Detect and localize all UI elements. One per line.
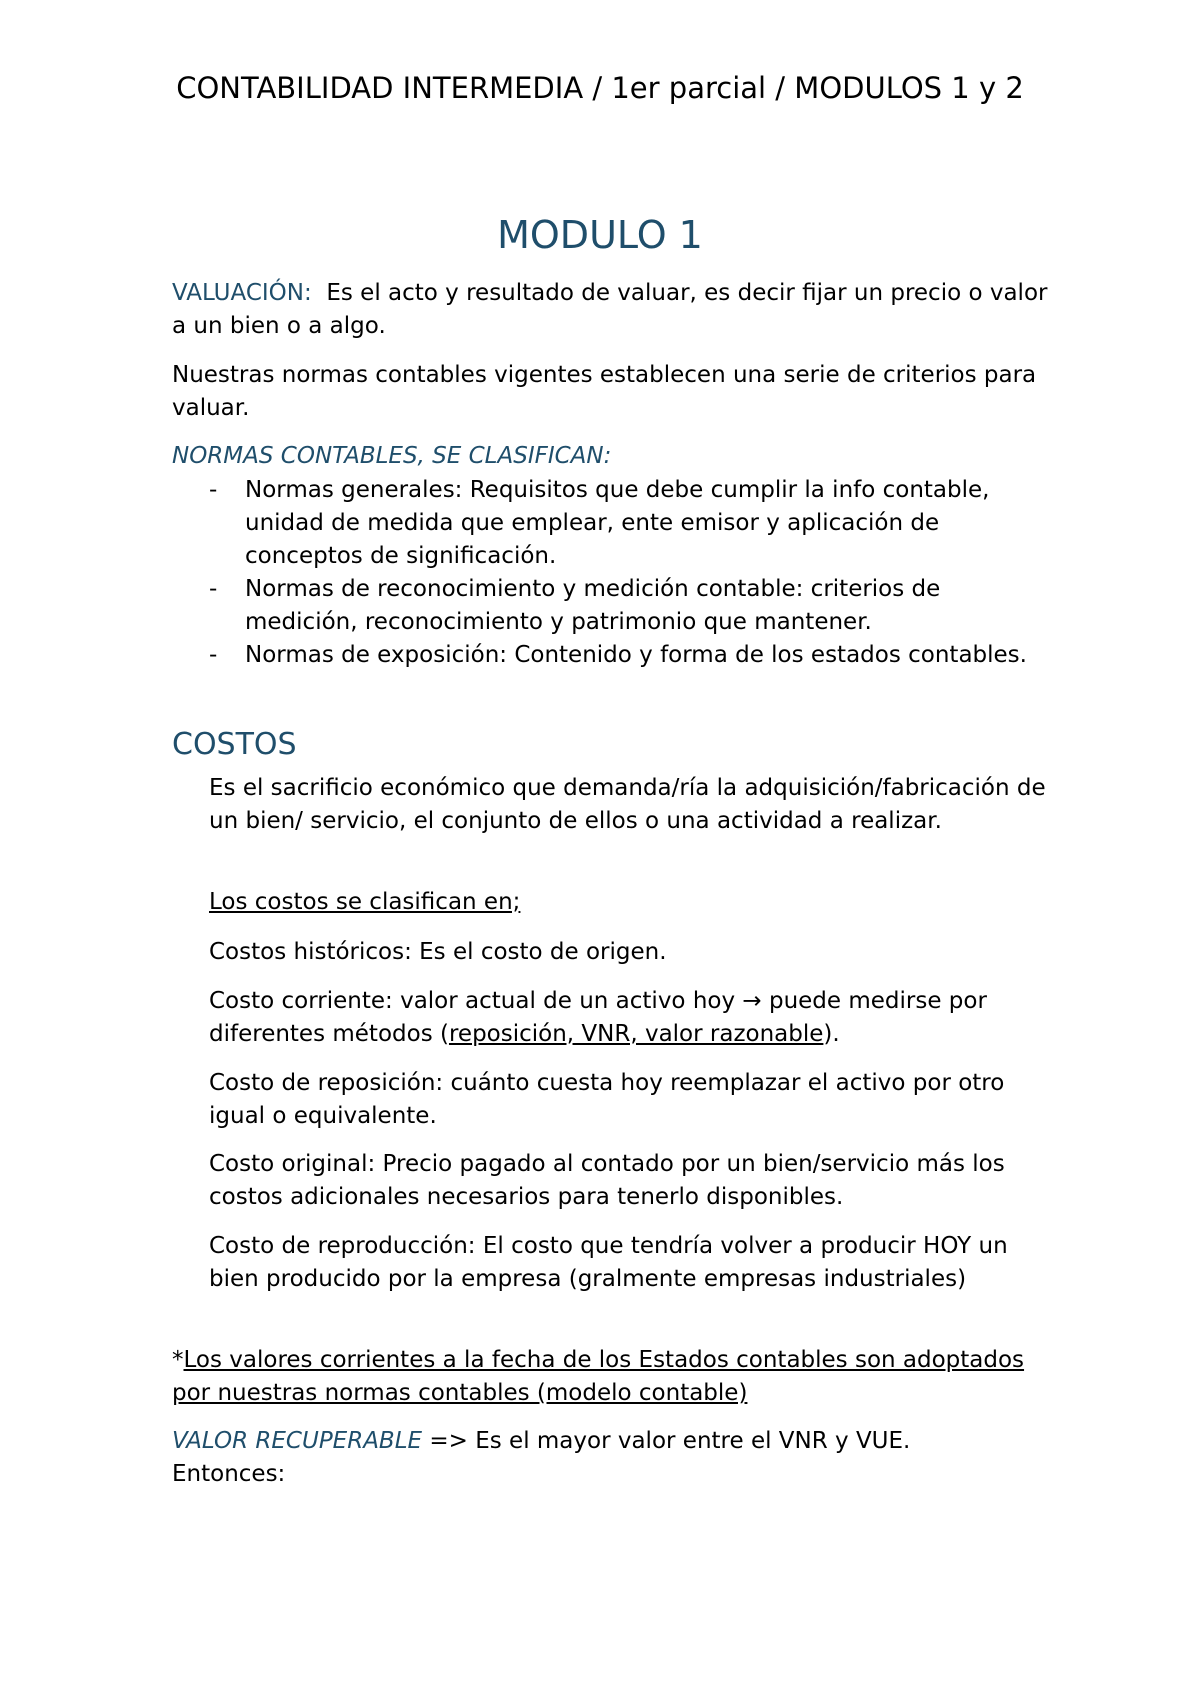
valor-recuperable-text: => Es el mayor valor entre el VNR y VUE. [429,1428,911,1454]
nota-text: Los valores corrientes a la fecha de los Estados contables son adoptados por nuestras normas contables (modelo contable) [172,1347,1025,1406]
list-item [172,573,1052,639]
nota-paragraph [172,1344,1052,1410]
costos-historicos: Costos históricos: Es el costo de origen. [209,939,667,965]
costos-heading: COSTOS [172,727,297,762]
costos-clasificacion-text: Los costos se clasifican en; [209,889,521,915]
valuacion-label: VALUACIÓN: [172,280,312,306]
costo-reposicion: Costo de reposición: cuánto cuesta hoy reemplazar el activo por otro igual o equivalente. [209,1070,1005,1129]
bullet-dash: - [209,576,218,602]
module-heading: MODULO 1 [497,213,703,257]
valor-recuperable-paragraph [172,1425,1052,1491]
normas-intro-paragraph: Nuestras normas contables vigentes establecen una serie de criterios para valuar. [172,362,1037,421]
list-item [172,639,1052,672]
valor-recuperable-label: VALOR RECUPERABLE [172,1428,423,1454]
bullet-text: Normas de reconocimiento y medición contable: criterios de medición, reconocimiento y patrimonio que mantener. [245,576,941,635]
document-title: CONTABILIDAD INTERMEDIA / 1er parcial / MODULOS 1 y 2 [176,71,1024,105]
costo-original: Costo original: Precio pagado al contado por un bien/servicio más los costos adicionales necesarios para tenerlo disponibles. [209,1151,1005,1210]
costos-definition: Es el sacrificio económico que demanda/ría la adquisición/fabricación de un bien/ servicio, el conjunto de ellos o una actividad a realizar. [209,775,1046,834]
costo-corriente-methods: reposición, VNR, valor razonable [448,1021,824,1047]
valuacion-text: Es el acto y resultado de valuar, es decir fijar un precio o valor a un bien o a algo. [172,280,1048,339]
costo-corriente-prefix: Costo corriente: valor actual de un activo hoy → puede medirse por diferentes métodos ( [209,988,987,1047]
normas-heading: NORMAS CONTABLES, SE CLASIFICAN: [172,443,612,469]
list-item [172,474,1052,573]
bullet-dash: - [209,642,218,668]
bullet-text: Normas de exposición: Contenido y forma de los estados contables. [245,642,1027,668]
bullet-dash: - [209,477,218,503]
costos-clasificacion-heading [209,886,1052,919]
nota-asterisk: * [172,1347,184,1373]
costo-reproduccion: Costo de reproducción: El costo que tendría volver a producir HOY un bien producido por la empresa (gralmente empresas industriales) [209,1233,1008,1292]
bullet-text: Normas generales: Requisitos que debe cumplir la info contable, unidad de medida que emplear, ente emisor y aplicación de conceptos de significación. [245,477,990,569]
valuacion-paragraph [172,277,1052,343]
costo-corriente-suffix: ). [823,1021,840,1047]
normas-bullet-list [172,474,1052,672]
costo-corriente [209,985,1052,1051]
valor-recuperable-continuation: Entonces: [172,1461,286,1487]
